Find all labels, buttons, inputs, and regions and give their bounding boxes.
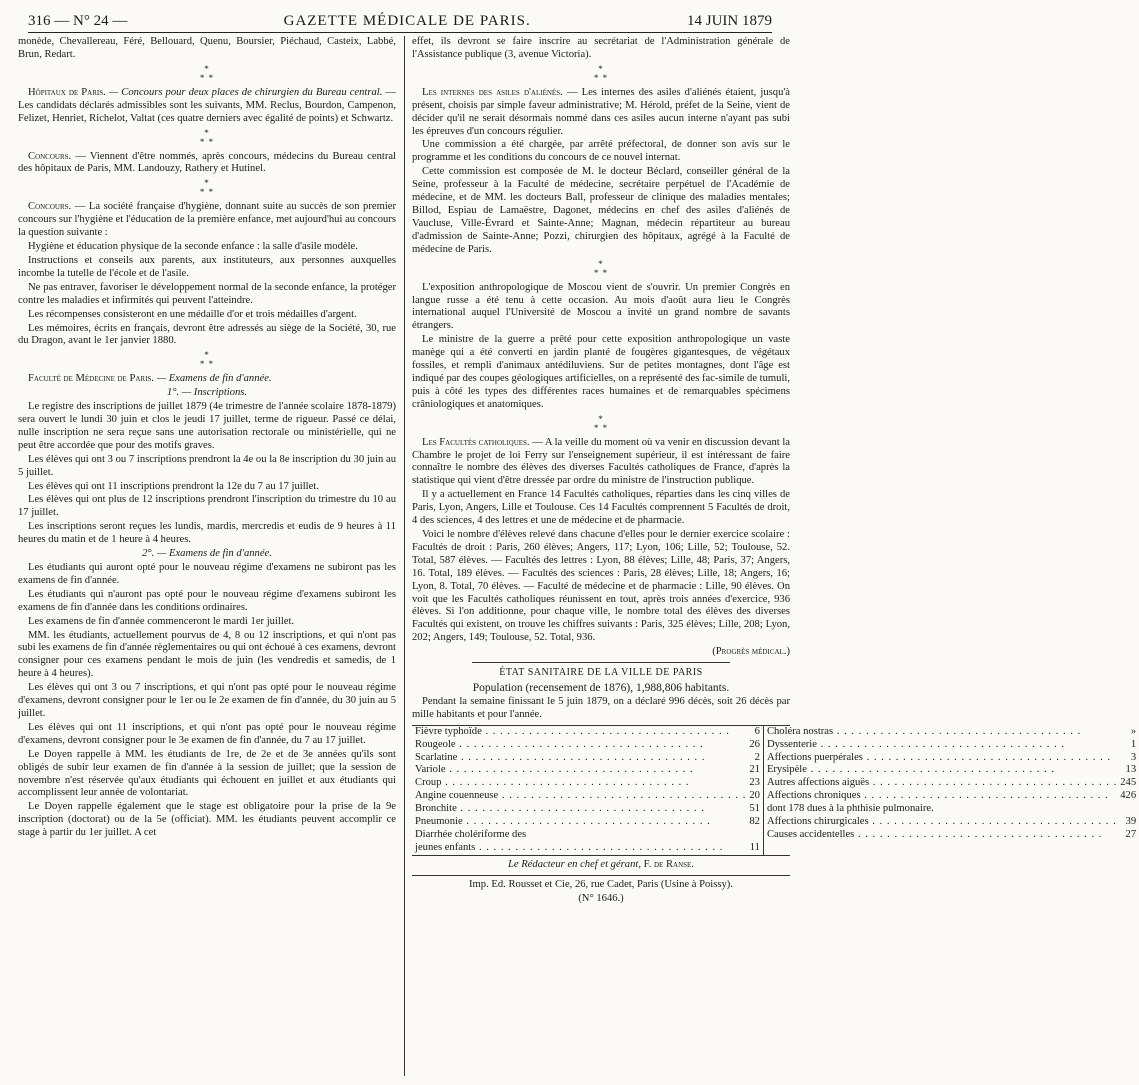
article-text: — La société française d'hygiène, donnant suite au succès de son premier concours sur l'hygiène et l'éducation de la première enfance, met aujourd'hui au concours la question suivante : [18, 201, 396, 239]
death-count: 39 [1123, 816, 1137, 829]
mortality-row [412, 829, 763, 842]
cause-label: Dyssenterie . . . [767, 739, 1128, 752]
death-count: 3 [1128, 752, 1136, 765]
death-count: » [1128, 726, 1136, 739]
mortality-row [412, 752, 763, 765]
right-column [412, 36, 1137, 906]
paragraph: Instructions et conseils aux parents, aux instituteurs, aux personnes auxquelles incombe la tutelle de l'école et de l'asile. [18, 254, 396, 279]
issue-date: 14 JUIN 1879 [686, 13, 772, 29]
cause-label: Causes accidentelles . . . [767, 829, 1123, 842]
section-separator: * * * [199, 350, 215, 370]
paragraph: Les récompenses consisteront en une médaille d'or et trois médailles d'argent. [28, 308, 357, 320]
subheading: 1°. — Inscriptions. [166, 387, 248, 399]
death-count [1133, 803, 1136, 816]
mortality-row [764, 816, 1139, 829]
paragraph: Voici le nombre d'élèves relevé dans chacune d'elles pour le dernier exercice scolaire : Facultés de droit : Paris, 260 élèves; Angers, 117; Lyon, 106; Lille, 52; Toulouse, 52. Total, 587 élèves. — Facultés des lettres : Lyon, 88 élèves; Lille, 48; Paris, 37; Angers, 16. Total, 189 élèves. — Facultés des sciences : Paris, 28 élèves; Lille, 18; Angers, 16; Lyon, 8. Total, 70 élèves. — Faculté de médecine et de pharmacie : Lille, 90 élèves. On voit que les Facultés catholiques réunissent en tout, après trois années d'exercice, 936 élèves. Si l'on additionne, pour chaque ville, le nombre total des élèves des diverses Facultés qui existent, on trouve les chiffres suivants : Paris, 325 élèves; Lille, 208; Lyon, 202; Angers, 149; Toulouse, 52. Total, 936. [412, 529, 790, 644]
mortality-row [764, 829, 1139, 842]
cause-label: Choléra nostras . . . [767, 726, 1128, 739]
mortality-row [412, 816, 763, 829]
article-lead: Les Facultés catholiques. [422, 436, 530, 448]
death-count: 1 [1128, 739, 1136, 752]
cause-label: Croup . . . [415, 777, 746, 790]
death-count: 20 [746, 790, 760, 803]
issue-number: — N° 24 — [54, 13, 128, 29]
cause-label: Variole . . . [415, 764, 746, 777]
mortality-row [764, 777, 1139, 790]
cause-label: Rougeole . . . [415, 739, 746, 752]
article-lead: Concours. [28, 201, 72, 213]
article-lead: Faculté de Médecine de Paris. [28, 373, 154, 385]
left-column [18, 36, 396, 841]
cause-label: Scarlatine . . . [415, 752, 752, 765]
imprint-line: Imp. Ed. Rousset et Cie, 26, rue Cadet, Paris (Usine à Poissy). [469, 878, 733, 890]
column-divider [404, 36, 405, 1076]
article-internes [412, 87, 790, 139]
cause-label: Affections chirurgicales . . . [767, 816, 1123, 829]
mortality-table [412, 725, 1137, 856]
paragraph: Les élèves qui ont 3 ou 7 inscriptions prendront la 4e ou la 8e inscription du 30 juin au 5 juillet. [18, 453, 396, 478]
paragraph: monède, Chevallereau, Féré, Bellouard, Quenu, Boursier, Piéchaud, Casteix, Labbé, Brun, Redart. [18, 36, 396, 60]
article-hopitaux [18, 87, 396, 126]
divider [472, 662, 730, 663]
paragraph: Les mémoires, écrits en français, devront être adressés au siège de la Société, 30, rue du Dragon, avant le 1er janvier 1880. [18, 322, 396, 347]
section-separator: * * * [593, 258, 609, 278]
article-facultes-catholiques [412, 437, 790, 489]
paragraph: Cette commission est composée de M. le docteur Béclard, conseiller général de la Seine, professeur à la Faculté de médecine, secrétaire perpétuel de l'Académie de médecine, et de MM. les docteurs Ball, professeur de clinique des maladies mentales; Billod, Espiau de Lamaëstre, Dagonet, médecins en chef des asiles d'aliénés de Vaucluse, Ville-Évrard et Sainte-Anne; Magnan, médecin répartiteur au bureau d'admission de Sainte-Anne; Pozzi, chirurgien des hôpitaux, agrégé à la Faculté de médecine de Paris. [412, 166, 790, 255]
section-separator: * * * [593, 63, 609, 83]
paragraph: effet, ils devront se faire inscrire au secrétariat de l'Administration générale de l'Assistance publique (3, avenue Victoria). [412, 36, 790, 60]
paragraph: Pendant la semaine finissant le 5 juin 1879, on a déclaré 996 décès, soit 26 décès par mille habitants et pour l'année. [412, 695, 790, 720]
death-count: 21 [746, 764, 760, 777]
mortality-row [764, 790, 1139, 803]
imprint-number: (N° 1646.) [578, 892, 624, 904]
paragraph: Les élèves qui ont plus de 12 inscriptions prendront l'inscription du trimestre du 10 au 17 juillet. [18, 494, 396, 519]
death-count: 51 [746, 803, 760, 816]
page-number: 316 [28, 13, 51, 29]
article-title: — Concours pour deux places de chirurgien du Bureau central. [108, 86, 383, 98]
cause-label: Angine couenneuse . . . [415, 790, 746, 803]
editor-line: Le Rédacteur en chef et gérant, F. de Ranse. [508, 858, 694, 870]
paragraph: L'exposition anthropologique de Moscou vient de s'ouvrir. Un premier Congrès en langue russe a été tenu à cette occasion. Au mois d'août aura lieu le Congrès international auquel l'Université de Moscou a invité un grand nombre de savants étrangers. [412, 281, 790, 332]
mortality-row [764, 739, 1139, 752]
page-number-issue [28, 13, 127, 30]
mortality-row [764, 764, 1139, 777]
cause-label: Autres affections aiguës . . . [767, 777, 1117, 790]
section-separator: * * * [199, 178, 215, 198]
article-text: — A la veille du moment où va venir en discussion devant la Chambre le projet de loi Ferry sur l'enseignement supérieur, il est intéressant de faire connaître le nombre des élèves des diverses Facultés catholiques de France, d'après la statistique qui vient d'être dressée par ordre du ministre de l'instruction publique. [412, 436, 790, 487]
article-text: — Les candidats déclarés admissibles sont les suivants, MM. Reclus, Bourdon, Campenon, Felizet, Henriet, Richelot, Valtat (ces quatre derniers avec égalité de points) et Schwartz. [18, 86, 397, 124]
mortality-row [412, 842, 763, 855]
article-text: — Viennent d'être nommés, après concours, médecins du Bureau central des hôpitaux de Paris, MM. Landouzy, Rathery et Hutinel. [18, 150, 396, 175]
mortality-column-left [412, 726, 763, 855]
death-count: 245 [1117, 777, 1136, 790]
paragraph: Les inscriptions seront reçues les lundis, mardis, mercredis et eudis de 9 heures à 11 heures du matin et de 1 heure à 4 heures. [18, 521, 396, 546]
article-faculte [18, 373, 396, 386]
paragraph: Le ministre de la guerre a prêté pour cette exposition anthropologique un vaste manège qui a été converti en jardin planté de fougères gigantesques, de végétaux fossiles, et rempli d'animaux antédiluviens. Sur de petites montagnes, dont l'âge est indiqué par des coupes géologiques artificielles, on a représenté des fac-simile de tumuli, puis à côté les types des différentes races humaines et de remarquables spécimens crâniologiques et anatomiques. [412, 334, 790, 410]
death-count: 27 [1123, 829, 1137, 842]
article-lead: Hôpitaux de Paris. [28, 86, 106, 98]
article-concours-2 [18, 201, 396, 240]
paragraph: Le registre des inscriptions de juillet 1879 (4e trimestre de l'année scolaire 1878-1879) sera ouvert le lundi 30 juin et clos le jeudi 17 juillet, terme de rigueur. Passé ce délai, nulle inscription ne sera reçue sans une autorisation rectorale ou ministérielle, qui ne peut être accordée que pour des motifs graves. [18, 401, 396, 451]
cause-label: dont 178 dues à la phthisie pulmonaire. [766, 803, 934, 815]
mortality-row [764, 752, 1139, 765]
death-count [757, 829, 760, 842]
section-separator: * * * [199, 63, 215, 83]
sanitary-report-title: ÉTAT SANITAIRE DE LA VILLE DE PARIS [499, 667, 703, 679]
mortality-row [412, 803, 763, 816]
cause-label: Erysipèle . . . [767, 764, 1123, 777]
section-separator: * * * [199, 127, 215, 147]
mortality-row [412, 777, 763, 790]
death-count: 26 [746, 739, 760, 752]
cause-label: Pneumonie . . . [415, 816, 746, 829]
cause-label: Affections chroniques . . . [767, 790, 1117, 803]
section-separator: * * * [593, 413, 609, 433]
mortality-row [412, 790, 763, 803]
article-text: — Les internes des asiles d'aliénés étaient, jusqu'à présent, choisis par simple faveur administrative; M. Hérold, préfet de la Seine, vient de décider qu'il ne serait désormais nommé dans ces asiles aucun interne n'ayant pas subi les épreuves d'un concours régulier. [412, 86, 790, 137]
mortality-row [412, 739, 763, 752]
mortality-column-right [763, 726, 1139, 855]
mortality-row [412, 726, 763, 739]
population-line: Population (recensement de 1876), 1,988,806 habitants. [472, 681, 730, 694]
paragraph: Le Doyen rappelle à MM. les étudiants de 1re, de 2e et de 3e années qu'ils sont obligés de subir leur examen de fin d'année à la session de juillet; que la session de novembre n'est réservée qu'aux étudiants qui échouent en juillet et aux étudiants qui accomplissent leur année de volontariat. [18, 748, 396, 799]
paragraph: Les étudiants qui auront opté pour le nouveau régime d'examens ne subiront pas les examens de fin d'année. [18, 562, 396, 586]
death-count: 11 [747, 842, 760, 855]
paragraph: Les élèves qui ont 11 inscriptions prendront la 12e du 7 au 17 juillet. [28, 480, 319, 492]
mortality-row [764, 803, 1139, 816]
subheading: 2°. — Examens de fin d'année. [142, 548, 272, 560]
article-concours-1 [18, 151, 396, 177]
journal-title: GAZETTE MÉDICALE DE PARIS. [283, 13, 531, 29]
paragraph: Les élèves qui ont 3 ou 7 inscriptions, et qui n'ont pas opté pour le nouveau régime d'examens, devront consigner pour le 1er ou le 2e examen de fin d'année, du 30 juin au 5 juillet. [18, 682, 396, 719]
cause-label: Fièvre typhoïde . . . [415, 726, 752, 739]
paragraph: Il y a actuellement en France 14 Facultés catholiques, réparties dans les cinq villes de Paris, Lyon, Angers, Lille et Toulouse. Ces 14 Facultés comprennent 5 Facultés de droit, 4 des sciences, 4 des lettres et une de médecine et de pharmacie. [412, 489, 790, 527]
death-count: 6 [752, 726, 760, 739]
cause-label: Diarrhée cholériforme des [415, 828, 527, 840]
divider [412, 875, 790, 876]
paragraph: MM. les étudiants, actuellement pourvus de 4, 8 ou 12 inscriptions, et qui n'ont pas subi les examens de fin d'année règlementaires ou qui ont échoué à ces examens, devront consigner pour ces examens pendant le mois de juin (les vendredis et samedis, de 1 heure à 4 heures). [18, 629, 396, 680]
mortality-row [764, 726, 1139, 739]
paragraph: Les étudiants qui n'auront pas opté pour le nouveau régime d'examens subiront les examens de fin d'année dans les conditions ordinaires. [18, 588, 396, 613]
page-header [28, 6, 772, 33]
death-count: 82 [746, 816, 760, 829]
death-count: 2 [752, 752, 760, 765]
source-credit: (Progrès médical.) [712, 646, 790, 658]
cause-label: jeunes enfants . . . [415, 842, 747, 855]
mortality-row [412, 764, 763, 777]
paragraph: Hygiène et éducation physique de la seconde enfance : la salle d'asile modèle. [28, 241, 358, 253]
cause-label: Affections puerpérales . . . [767, 752, 1128, 765]
article-title: — Examens de fin d'année. [156, 373, 272, 385]
paragraph: Les élèves qui ont 11 inscriptions, et qui n'ont pas opté pour le nouveau régime d'examens, devront consigner pour le 3e examen de fin d'année, du 7 au 17 juillet. [18, 721, 396, 746]
article-lead: Concours. [28, 150, 72, 162]
death-count: 23 [746, 777, 760, 790]
cause-label: Bronchite . . . [415, 803, 746, 816]
paragraph: Les examens de fin d'année commenceront le mardi 1er juillet. [28, 615, 295, 627]
death-count: 426 [1117, 790, 1136, 803]
paragraph: Une commission a été chargée, par arrêté préfectoral, de donner son avis sur le programme et les conditions du concours de ce nouvel internat. [412, 139, 790, 164]
paragraph: Ne pas entraver, favoriser le développement normal de la seconde enfance, la protéger contre les maladies et infirmités qui peuvent l'atteindre. [18, 281, 396, 306]
death-count: 13 [1123, 764, 1137, 777]
article-lead: Les internes des asiles d'aliénés. [422, 86, 563, 98]
paragraph: Le Doyen rappelle également que le stage est obligatoire pour la prise de la 9e inscription (doctorat) ou de la 5e (officiat). MM. les étudiants peuvent accomplir ce stage à partir du 1er juillet. A cet [18, 801, 396, 839]
